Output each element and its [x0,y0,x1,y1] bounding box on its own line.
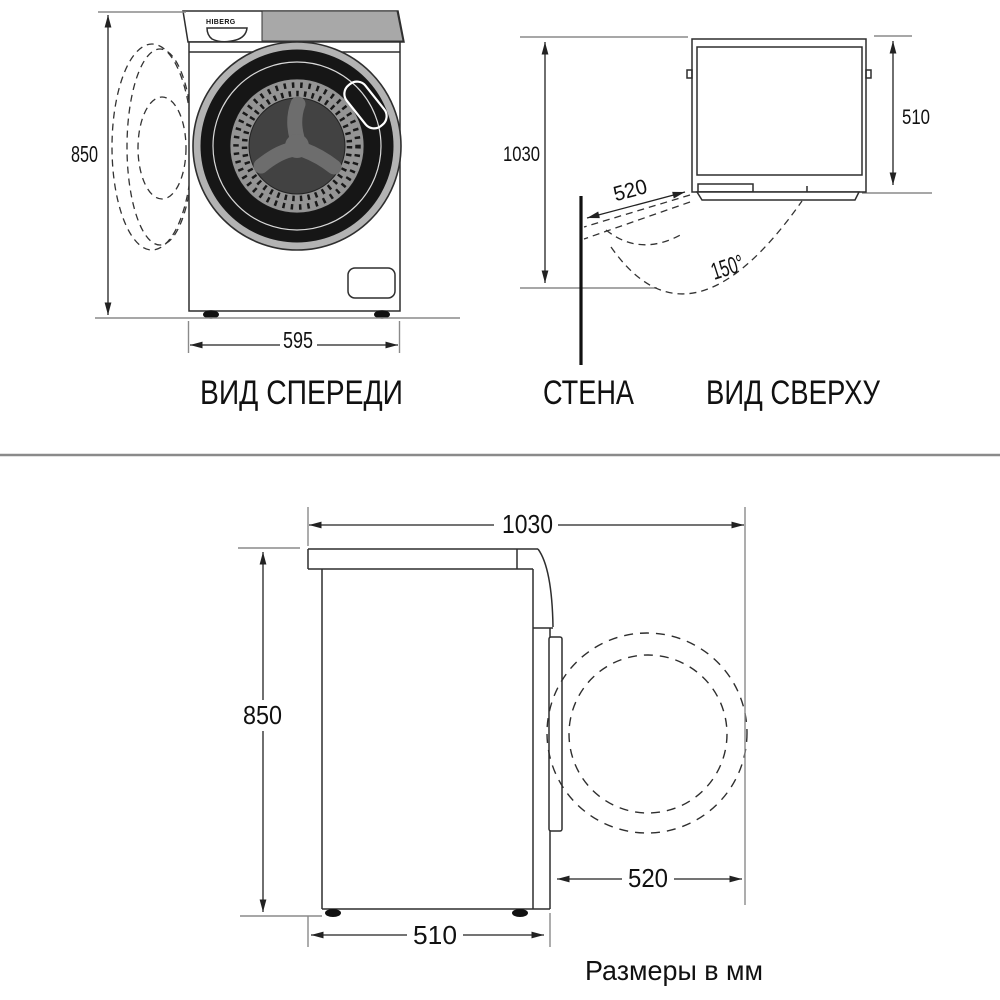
control-panel [262,11,403,41]
door-swing-arc-small [606,230,684,245]
drum-hub [285,134,309,158]
units-note: Размеры в мм [585,955,763,986]
side-dim-base-label: 510 [413,920,457,950]
dim-height-label: 850 [71,141,98,167]
dim-width-label: 595 [283,327,313,353]
door-swing-arc-large [611,201,802,294]
top-view [503,36,932,412]
side-door-closed [549,637,562,831]
side-dim-depth-label: 1030 [502,509,553,539]
drum-paddle-top [295,104,298,138]
dim-door-angle-label: 150° [707,244,764,286]
door-swing-ellipse-inner [138,97,186,199]
topview-body-outline [692,39,866,192]
dim-door-open-label: 520 [610,174,651,207]
front-view [71,11,460,412]
filter-door [348,268,395,298]
brand-logo: HIBERG [206,19,236,26]
front-view-title: ВИД СПЕРЕДИ [200,374,403,412]
topview-hinge-left [687,70,692,78]
wall-label: СТЕНА [543,374,635,412]
side-foot-right [512,909,528,917]
side-view [238,507,747,950]
dim-total-depth-label: 1030 [503,143,540,166]
side-door-swing-outer [547,633,747,833]
side-panel-curve [538,549,553,627]
side-dim-clearance-label: 520 [628,863,668,893]
top-view-title: ВИД СВЕРХУ [706,374,881,412]
door-swing-ellipse-mid [127,49,193,245]
door-swing-ellipse-outer [112,44,192,250]
topview-hinge-right [866,70,871,78]
side-door-swing-inner [569,655,727,813]
side-foot-left [325,909,341,917]
topview-door-front [697,192,859,200]
open-door-edge-2 [584,202,690,239]
side-dim-height-label: 850 [243,700,282,730]
dim-body-depth-label: 510 [902,106,930,129]
